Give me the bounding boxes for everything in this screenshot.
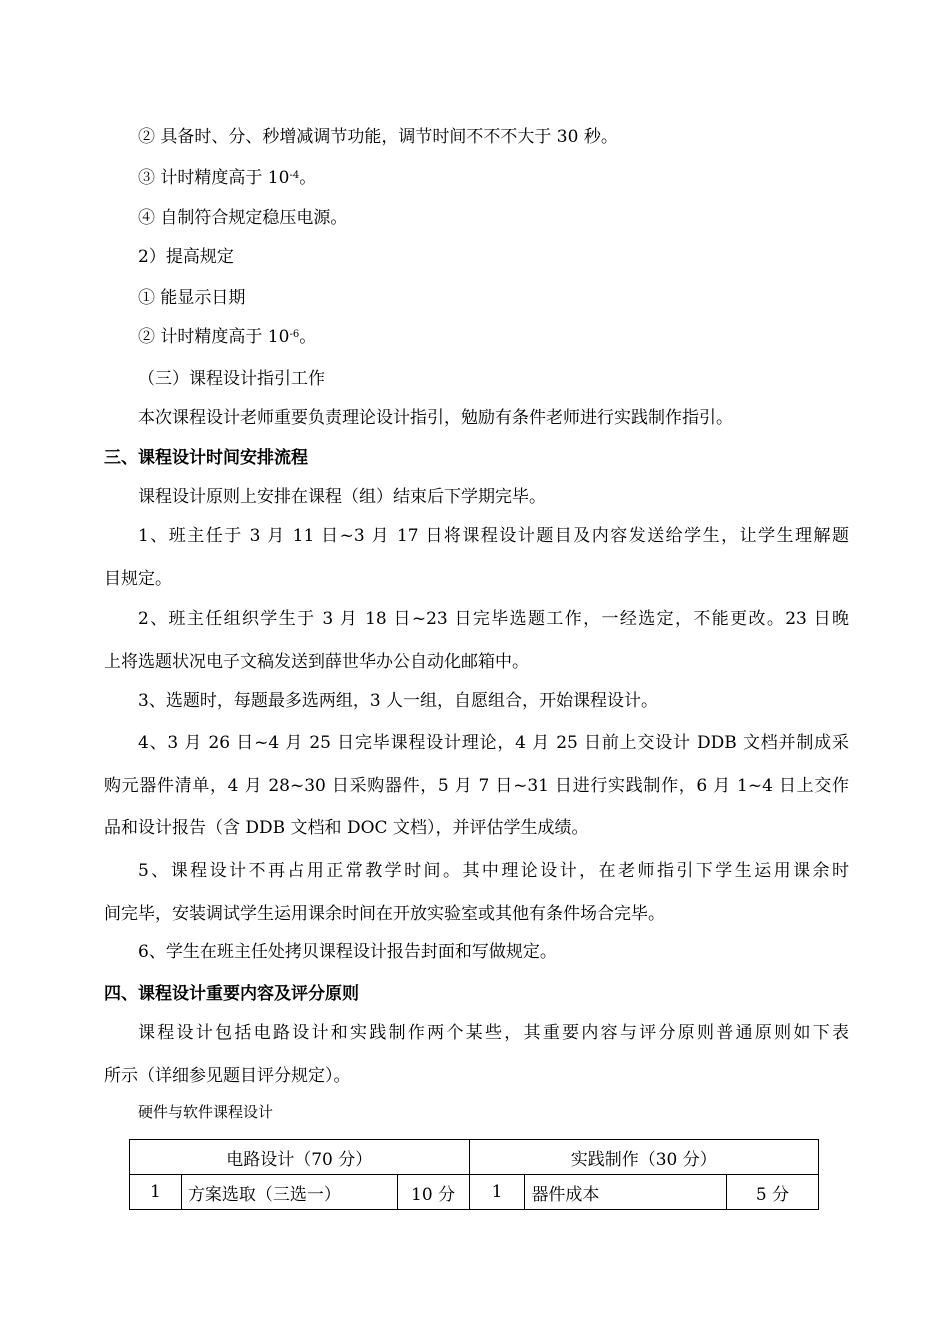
advanced-requirement-1: ① 能显示日期 [138, 288, 246, 308]
section-3-item-4-line-1: 4、3 月 26 日~4 月 25 日完毕课程设计理论，4 月 25 日前上交设计 DDB 文档并制成采 [138, 733, 849, 753]
section-3-item-5-line-2: 间完毕，安装调试学生运用课余时间在开放实验室或其他有条件场合完毕。 [104, 904, 665, 924]
basic-requirement-2: ② 具备时、分、秒增减调节功能，调节时间不不不大于 30 秒。 [138, 127, 618, 147]
section-3-item-3: 3、选题时，每题最多选两组，3 人一组，自愿组合，开始课程设计。 [138, 691, 659, 711]
section-3-item-1-line-2: 目规定。 [104, 569, 172, 589]
advanced-requirement-2-text: ② 计时精度高于 10 [138, 327, 290, 347]
table-row [130, 1175, 819, 1210]
section-3-item-5-line-1: 5、课程设计不再占用正常教学时间。其中理论设计，在老师指引下学生运用课余时 [138, 861, 849, 881]
section-3-item-4-line-2: 购元器件清单，4 月 28~30 日采购器件，5 月 7 日~31 日进行实践制作，6 月 1~4 日上交作 [104, 776, 849, 796]
basic-requirement-3 [138, 167, 849, 189]
table-cell: 5 分 [727, 1175, 819, 1210]
basic-requirement-3-exponent: -4 [289, 170, 300, 181]
table-cell: 1 [469, 1175, 525, 1210]
table-cell: 10 分 [397, 1175, 469, 1210]
table-caption: 硬件与软件课程设计 [138, 1103, 274, 1121]
section-4-paragraph-line-1: 课程设计包括电路设计和实践制作两个某些，其重要内容与评分原则普通原则如下表 [138, 1023, 849, 1043]
table-cell: 器件成本 [525, 1175, 727, 1210]
practice-header: 实践制作（30 分） [469, 1140, 818, 1175]
basic-requirement-4: ④ 自制符合规定稳压电源。 [138, 208, 348, 228]
table-cell: 1 [130, 1175, 182, 1210]
scoring-table [129, 1139, 819, 1210]
basic-requirement-3-end: 。 [299, 168, 317, 188]
guidance-text: 本次课程设计老师重要负责理论设计指引，勉励有条件老师进行实践制作指引。 [138, 408, 733, 428]
table-header-row [130, 1140, 819, 1175]
section-3-item-2-line-2: 上将选题状况电子文稿发送到薛世华办公自动化邮箱中。 [104, 652, 529, 672]
section-3-heading: 三、课程设计时间安排流程 [104, 448, 308, 468]
advanced-requirement-2-exponent: -6 [289, 329, 300, 340]
table-cell: 方案选取（三选一） [181, 1175, 397, 1210]
advanced-requirement-2-end: 。 [299, 327, 317, 347]
section-3-item-4-line-3: 品和设计报告（含 DDB 文档和 DOC 文档），并评估学生成绩。 [104, 818, 589, 838]
section-4-paragraph-line-2: 所示（详细参见题目评分规定）。 [104, 1066, 351, 1086]
section-3-item-6: 6、学生在班主任处拷贝课程设计报告封面和写做规定。 [138, 942, 557, 962]
section-3-item-1-line-1: 1、班主任于 3 月 11 日~3 月 17 日将课程设计题目及内容发送给学生，让学生理解题 [138, 526, 849, 546]
advanced-requirement-2 [138, 326, 849, 348]
guidance-heading: （三）课程设计指引工作 [138, 369, 325, 389]
advanced-heading: 2）提高规定 [138, 247, 234, 267]
basic-requirement-3-text: ③ 计时精度高于 10 [138, 168, 290, 188]
section-3-item-2-line-1: 2、班主任组织学生于 3 月 18 日~23 日完毕选题工作，一经选定，不能更改。23 日晚 [138, 609, 849, 629]
section-3-intro: 课程设计原则上安排在课程（组）结束后下学期完毕。 [138, 487, 546, 507]
circuit-design-header: 电路设计（70 分） [130, 1140, 470, 1175]
section-4-heading: 四、课程设计重要内容及评分原则 [104, 984, 359, 1004]
